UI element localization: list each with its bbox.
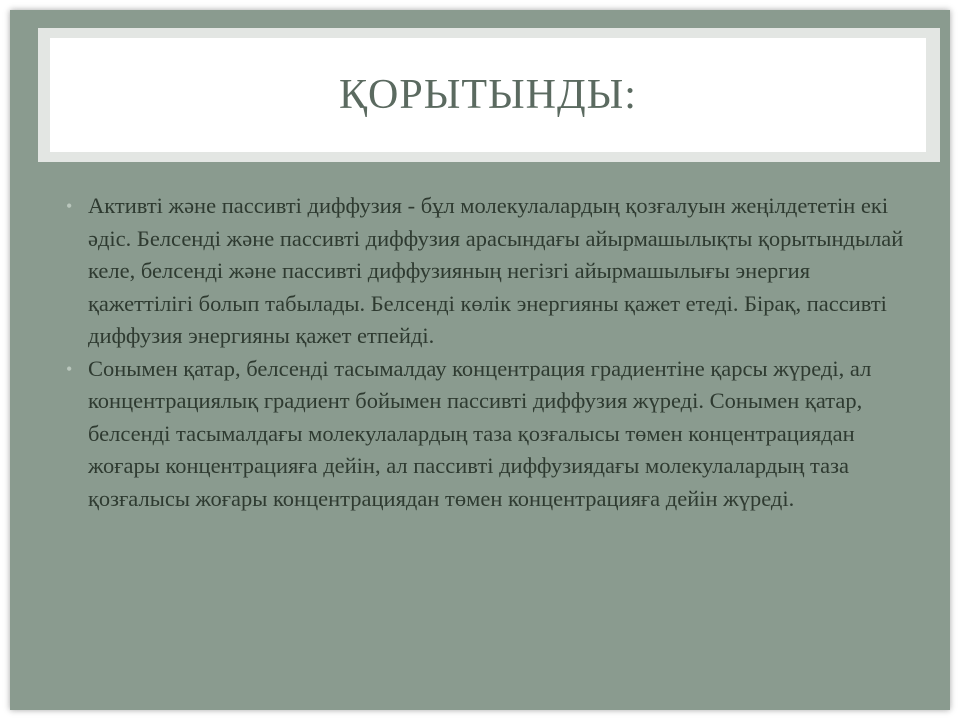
bullet-item	[66, 353, 916, 516]
bullet-text: Сонымен қатар, белсенді тасымалдау концентрация градиентіне қарсы жүреді, ал концентрациялық градиент бойымен пассивті диффузия жүреді. Сонымен қатар, белсенді тасымалдағы молекулалардың таза қозғалысы төмен концентрациядан жоғары концентрацияға дейін, ал пассивті диффузиядағы молекулалардың таза қозғалысы жоғары концентрациядан төмен концентрацияға дейін жүреді.	[88, 355, 872, 511]
title-box	[50, 38, 926, 152]
bullet-text: Активті және пассивті диффузия - бұл молекулалардың қозғалуын жеңілдететін екі әдіс. Белсенді және пассивті диффузия арасындағы айырмашылықты қорытындылай келе, белсенді және пассивті диффузияның негізгі айырмашылығы энергия қажеттілігі болып табылады. Белсенді көлік энергияны қажет етеді. Бірақ, пассивті диффузия энергияны қажет етпейді.	[88, 193, 904, 348]
bullet-dot-icon: •	[66, 196, 73, 216]
slide-body	[66, 190, 916, 515]
slide	[10, 10, 950, 710]
bullet-dot-icon: •	[66, 358, 73, 379]
slide-title: ҚОРЫТЫНДЫ:	[339, 72, 637, 118]
title-band	[38, 28, 940, 162]
bullet-item	[66, 190, 916, 353]
